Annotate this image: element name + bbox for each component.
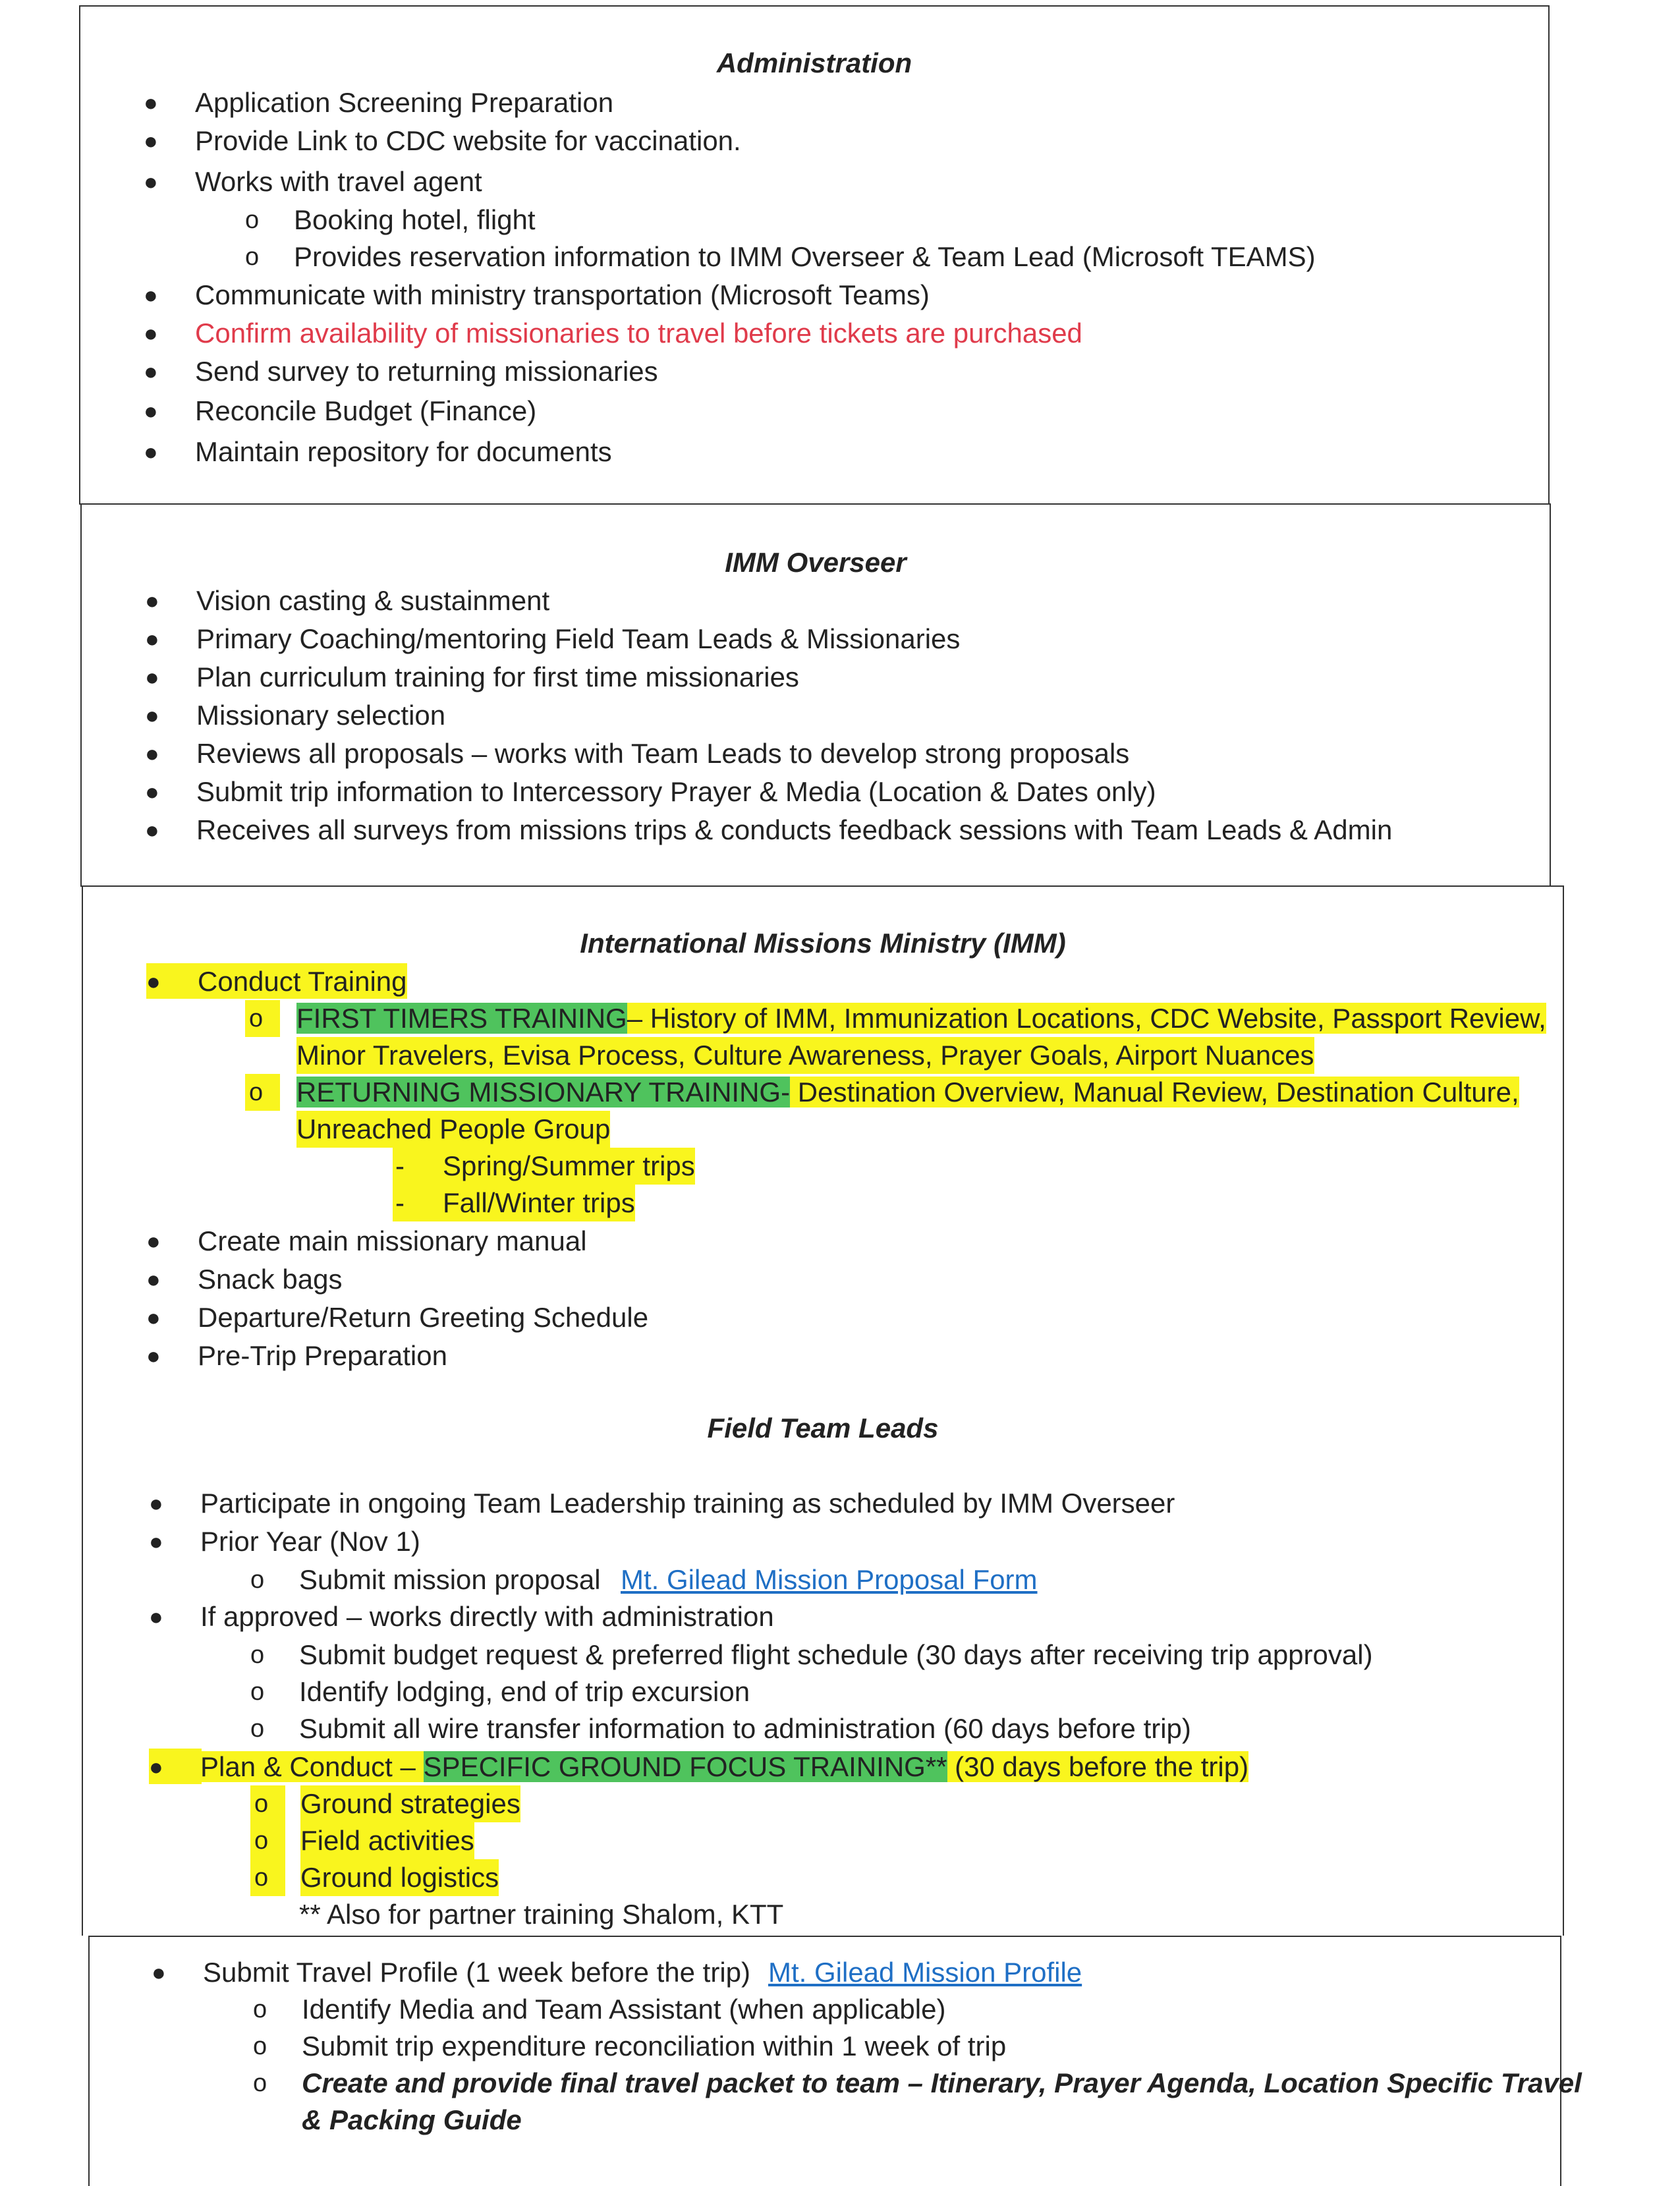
circle-bullet-icon: o — [250, 1678, 265, 1706]
administration-title: Administration — [716, 47, 912, 78]
ftl-subitem: Submit all wire transfer information to administration (60 days before trip) — [299, 1713, 1191, 1744]
circle-bullet-icon: o — [245, 1000, 280, 1037]
plan-conduct-prefix: Plan & Conduct – — [200, 1751, 424, 1782]
circle-bullet-icon: o — [250, 1785, 285, 1822]
first-timers-label: FIRST TIMERS TRAINING — [296, 1003, 627, 1034]
mission-proposal-form-link[interactable]: Mt. Gilead Mission Proposal Form — [621, 1564, 1038, 1595]
admin-item: Send survey to returning missionaries — [195, 356, 658, 387]
bullet-icon: ● — [145, 740, 159, 767]
bullet-icon: ● — [149, 1528, 163, 1555]
bullet-icon: ● — [144, 397, 158, 424]
returning-details-cont: Unreached People Group — [296, 1111, 610, 1148]
bullet-icon: ● — [146, 1304, 161, 1331]
circle-bullet-icon: o — [245, 243, 260, 271]
dash-bullet-icon: - — [393, 1185, 444, 1221]
bullet-icon: ● — [146, 968, 161, 995]
imm-title: International Missions Ministry (IMM) — [580, 928, 1066, 959]
overseer-item: Submit trip information to Intercessory Prayer & Media (Location & Dates only) — [196, 776, 1156, 807]
bullet-icon: ● — [145, 587, 159, 614]
first-timers-details: – History of IMM, Immunization Locations, CDC Website, Passport Review, — [627, 1003, 1546, 1034]
circle-bullet-icon: o — [250, 1641, 265, 1669]
circle-bullet-icon: o — [250, 1566, 265, 1594]
mission-profile-link[interactable]: Mt. Gilead Mission Profile — [768, 1957, 1082, 1988]
bullet-icon: ● — [144, 281, 158, 308]
admin-item: Reconcile Budget (Finance) — [195, 395, 537, 426]
admin-subitem: Provides reservation information to IMM Overseer & Team Lead (Microsoft TEAMS) — [294, 241, 1316, 272]
plan-conduct-suffix: (30 days before the trip) — [947, 1751, 1249, 1782]
overseer-item: Plan curriculum training for first time missionaries — [196, 661, 799, 692]
plan-subitem: Ground strategies — [300, 1785, 520, 1822]
travel-packet-item-cont: & Packing Guide — [302, 2104, 522, 2135]
imm-item: Snack bags — [198, 1264, 343, 1295]
bullet-icon: ● — [145, 816, 159, 843]
bullet-icon: ● — [149, 1753, 163, 1780]
returning-label: RETURNING MISSIONARY TRAINING- — [296, 1077, 791, 1107]
circle-bullet-icon: o — [253, 2032, 267, 2060]
bullet-icon: ● — [144, 320, 158, 347]
bullet-icon: ● — [144, 438, 158, 465]
overseer-item: Reviews all proposals – works with Team Leads to develop strong proposals — [196, 738, 1130, 769]
returning-line — [296, 1074, 1519, 1111]
admin-item-warning: Confirm availability of missionaries to travel before tickets are purchased — [195, 318, 1082, 349]
imm-item: Pre-Trip Preparation — [198, 1340, 447, 1371]
circle-bullet-icon: o — [253, 2069, 267, 2097]
dash-bullet-icon: - — [393, 1148, 444, 1185]
circle-bullet-icon: o — [253, 1996, 267, 2023]
travel-packet-item: Create and provide final travel packet to team – Itinerary, Prayer Agenda, Location Specific Travel — [302, 2067, 1582, 2098]
overseer-item: Missionary selection — [196, 700, 446, 731]
travel-profile-item: Submit Travel Profile (1 week before the trip) — [203, 1957, 751, 1988]
circle-bullet-icon: o — [250, 1822, 285, 1859]
admin-subitem: Booking hotel, flight — [294, 204, 536, 235]
overseer-item: Primary Coaching/mentoring Field Team Leads & Missionaries — [196, 623, 961, 654]
bullet-icon: ● — [146, 1227, 161, 1254]
overseer-item: Receives all surveys from missions trips & conducts feedback sessions with Team Leads & Admin — [196, 814, 1393, 845]
travel-subitem: Submit trip expenditure reconciliation within 1 week of trip — [302, 2031, 1007, 2061]
bullet-icon: ● — [149, 1603, 163, 1630]
bullet-icon: ● — [145, 663, 159, 690]
ftl-subitem: Identify lodging, end of trip excursion — [299, 1676, 750, 1707]
bullet-icon: ● — [144, 358, 158, 385]
bullet-icon: ● — [149, 1490, 163, 1517]
bullet-icon: ● — [145, 778, 159, 805]
bullet-icon: ● — [144, 168, 158, 195]
ftl-item: Participate in ongoing Team Leadership training as scheduled by IMM Overseer — [200, 1488, 1175, 1519]
bullet-icon: ● — [146, 1342, 161, 1369]
ftl-item: Prior Year (Nov 1) — [200, 1526, 420, 1557]
bullet-icon: ● — [146, 1266, 161, 1293]
bullet-icon: ● — [144, 127, 158, 154]
circle-bullet-icon: o — [245, 1074, 280, 1111]
bullet-icon: ● — [152, 1959, 166, 1986]
admin-item: Application Screening Preparation — [195, 87, 614, 118]
partner-training-note: ** Also for partner training Shalom, KTT — [299, 1899, 784, 1930]
circle-bullet-icon: o — [245, 206, 260, 234]
circle-bullet-icon: o — [250, 1715, 265, 1743]
imm-item: Departure/Return Greeting Schedule — [198, 1302, 649, 1333]
overseer-title: IMM Overseer — [725, 547, 907, 578]
plan-conduct-line — [200, 1749, 1248, 1785]
travel-subitem: Identify Media and Team Assistant (when applicable) — [302, 1994, 946, 2025]
plan-subitem: Ground logistics — [300, 1859, 499, 1896]
trip-season: Spring/Summer trips — [443, 1148, 695, 1185]
admin-item: Maintain repository for documents — [195, 436, 612, 467]
first-timers-line — [296, 1000, 1546, 1037]
first-timers-details-cont: Minor Travelers, Evisa Process, Culture Awareness, Prayer Goals, Airport Nuances — [296, 1037, 1314, 1074]
returning-details: Destination Overview, Manual Review, Destination Culture, — [790, 1077, 1519, 1107]
conduct-training-label: Conduct Training — [198, 966, 407, 997]
bullet-icon: ● — [144, 89, 158, 116]
admin-item: Provide Link to CDC website for vaccination. — [195, 125, 741, 156]
imm-item: Create main missionary manual — [198, 1225, 587, 1256]
circle-bullet-icon: o — [250, 1859, 285, 1896]
ftl-subitem: Submit mission proposal — [299, 1564, 601, 1595]
plan-subitem: Field activities — [300, 1822, 474, 1859]
ftl-item: If approved – works directly with administration — [200, 1601, 774, 1632]
ftl-subitem: Submit budget request & preferred flight schedule (30 days after receiving trip approval) — [299, 1639, 1373, 1670]
ground-focus-training-label: SPECIFIC GROUND FOCUS TRAINING** — [423, 1751, 947, 1782]
field-team-leads-title: Field Team Leads — [707, 1413, 939, 1443]
trip-season: Fall/Winter trips — [443, 1185, 635, 1221]
admin-item: Works with travel agent — [195, 166, 482, 197]
bullet-icon: ● — [145, 702, 159, 729]
admin-item: Communicate with ministry transportation (Microsoft Teams) — [195, 279, 930, 310]
bullet-icon: ● — [145, 625, 159, 652]
overseer-item: Vision casting & sustainment — [196, 585, 550, 616]
